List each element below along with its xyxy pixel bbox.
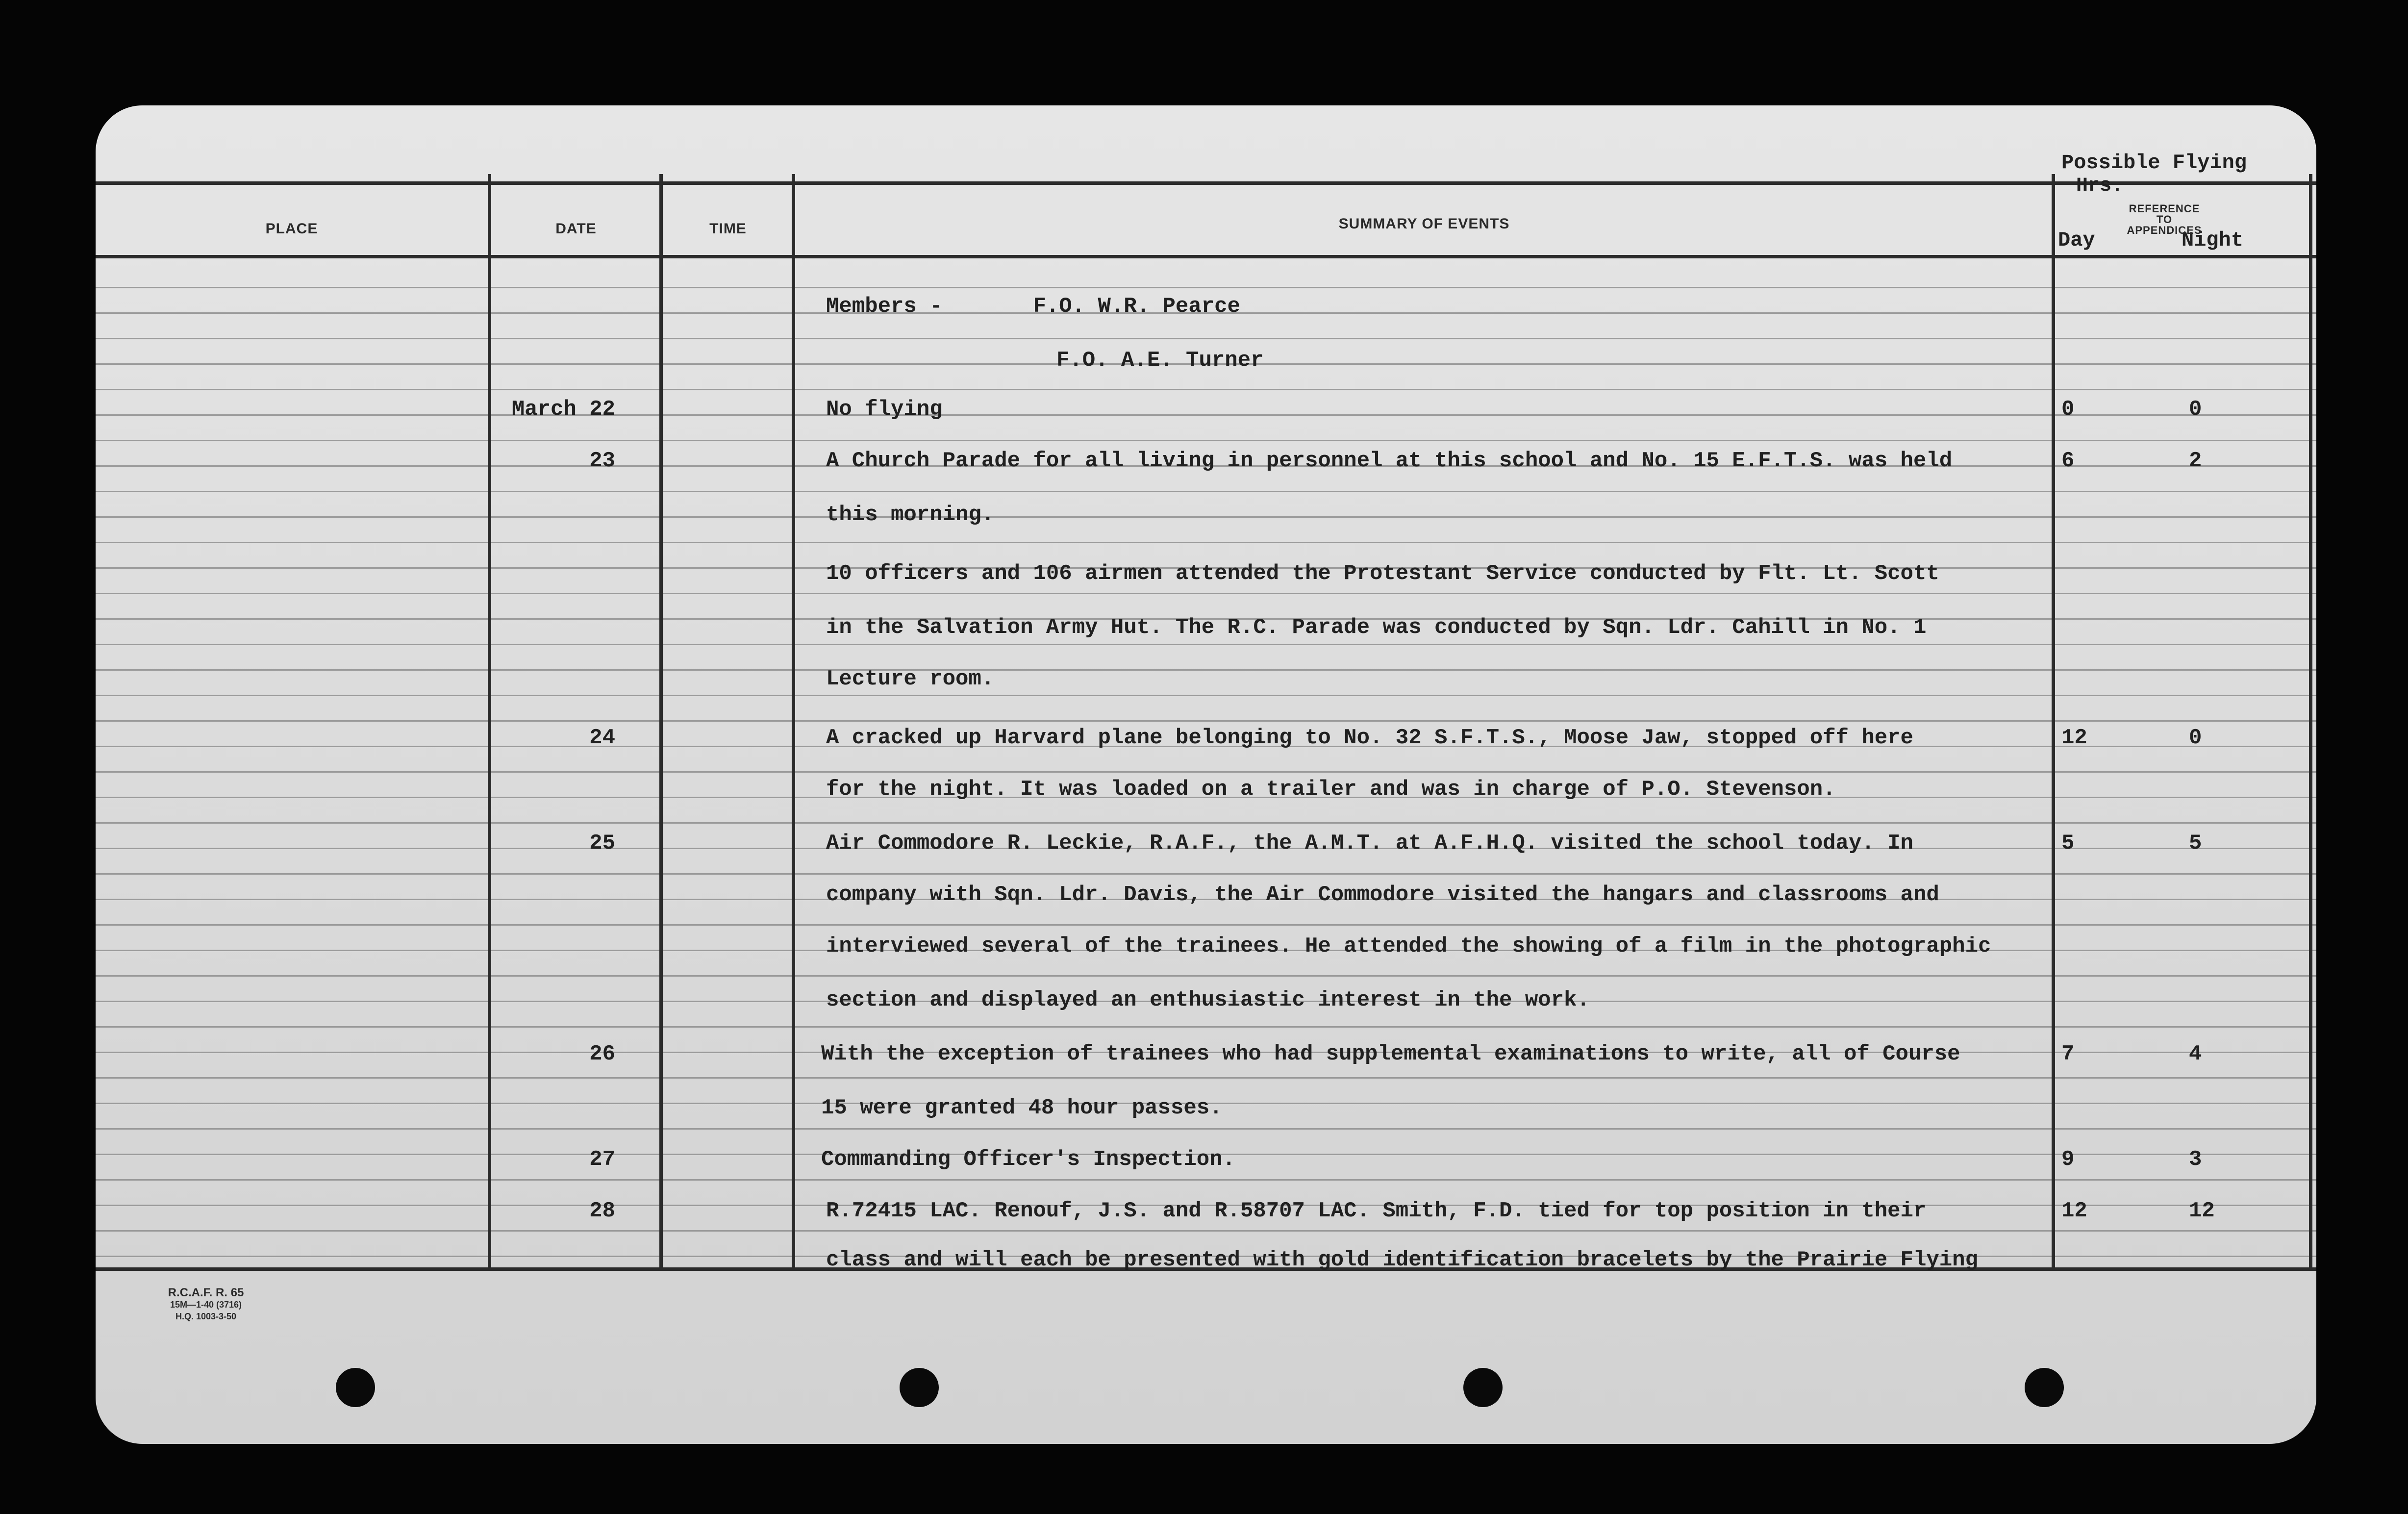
- entry-text: Air Commodore R. Leckie, R.A.F., the A.M.T. at A.F.H.Q. visited the school today. In: [826, 831, 1913, 856]
- entry-date: March 22: [511, 397, 615, 422]
- form-id-line1: R.C.A.F. R. 65: [168, 1286, 244, 1299]
- entry-text: company with Sqn. Ldr. Davis, the Air Commodore visited the hangars and classrooms and: [826, 883, 1939, 907]
- entry-date: 26: [589, 1042, 615, 1066]
- header-night: Night: [2182, 228, 2244, 252]
- header-top-line: [96, 181, 2316, 185]
- entry-text: No flying: [826, 397, 943, 422]
- right-border: [2309, 174, 2312, 1270]
- entry-text: A cracked up Harvard plane belonging to No. 32 S.F.T.S., Moose Jaw, stopped off here: [826, 726, 1913, 750]
- ruled-line: [96, 593, 2316, 594]
- entry-night-hours: 0: [2189, 397, 2202, 422]
- entry-text: in the Salvation Army Hut. The R.C. Parade was conducted by Sqn. Ldr. Cahill in No. 1: [826, 615, 1927, 640]
- entry-date: 23: [589, 449, 615, 473]
- entry-text: F.O. A.E. Turner: [1056, 348, 1264, 373]
- ruled-line: [96, 720, 2316, 722]
- ruled-line: [96, 542, 2316, 543]
- ruled-line: [96, 1179, 2316, 1181]
- ruled-line: [96, 338, 2316, 339]
- entry-night-hours: 3: [2189, 1147, 2202, 1172]
- entry-day-hours: 9: [2061, 1147, 2075, 1172]
- header-place: PLACE: [265, 221, 318, 237]
- entry-text: class and will each be presented with gold identification bracelets by the Prairie Flying: [826, 1248, 1978, 1272]
- header-date: DATE: [555, 221, 597, 237]
- entry-day-hours: 7: [2061, 1042, 2075, 1066]
- entry-text: 15 were granted 48 hour passes.: [821, 1096, 1223, 1120]
- header-appendices: APPENDICES: [2127, 224, 2202, 236]
- ruled-line: [96, 516, 2316, 518]
- ruled-line: [96, 1230, 2316, 1232]
- ruled-line: [96, 924, 2316, 926]
- form-id-line2: 15M—1-40 (3716): [170, 1300, 242, 1310]
- entry-day-hours: 6: [2061, 449, 2075, 473]
- header-day: Day: [2058, 228, 2095, 252]
- entry-text: Commanding Officer's Inspection.: [821, 1147, 1235, 1172]
- punch-hole: [1463, 1368, 1503, 1407]
- header-time: TIME: [709, 221, 747, 237]
- entry-text: interviewed several of the trainees. He attended the showing of a film in the photographic: [826, 934, 1991, 959]
- entry-text: R.72415 LAC. Renouf, J.S. and R.58707 LAC. Smith, F.D. tied for top position in their: [826, 1199, 1927, 1223]
- entry-day-hours: 12: [2061, 726, 2087, 750]
- ruled-line: [96, 873, 2316, 875]
- ruled-line: [96, 771, 2316, 773]
- entry-night-hours: 12: [2189, 1199, 2215, 1223]
- header-reference: REFERENCE: [2129, 202, 2200, 215]
- entry-night-hours: 4: [2189, 1042, 2202, 1066]
- ruled-line: [96, 1128, 2316, 1130]
- entry-text: this morning.: [826, 503, 995, 527]
- header-hrs: Hrs.: [2076, 175, 2124, 197]
- entry-text: section and displayed an enthusiastic interest in the work.: [826, 988, 1590, 1012]
- entry-date: 24: [589, 726, 615, 750]
- ruled-line: [96, 440, 2316, 441]
- entry-text: Lecture room.: [826, 667, 995, 691]
- punch-hole: [2025, 1368, 2064, 1407]
- document-card: [96, 105, 2316, 1444]
- header-to: TO: [2156, 213, 2173, 226]
- ruled-line: [96, 644, 2316, 645]
- entry-day-hours: 12: [2061, 1199, 2087, 1223]
- form-id-line3: H.Q. 1003-3-50: [175, 1312, 237, 1321]
- entry-date: 27: [589, 1147, 615, 1172]
- entry-night-hours: 5: [2189, 831, 2202, 856]
- ruled-line: [96, 389, 2316, 390]
- column-divider-date: [659, 174, 663, 1270]
- ruled-line: [96, 287, 2316, 288]
- column-divider-place: [488, 174, 491, 1270]
- ruled-line: [96, 695, 2316, 696]
- ruled-line: [96, 1026, 2316, 1028]
- ruled-line: [96, 975, 2316, 977]
- header-summary: SUMMARY OF EVENTS: [1338, 216, 1510, 232]
- column-divider-summary: [2052, 174, 2055, 1270]
- ruled-line: [96, 414, 2316, 416]
- entry-day-hours: 0: [2061, 397, 2075, 422]
- column-divider-time: [792, 174, 795, 1270]
- entry-night-hours: 2: [2189, 449, 2202, 473]
- entry-text: With the exception of trainees who had supplemental examinations to write, all of Course: [821, 1042, 1960, 1066]
- entry-night-hours: 0: [2189, 726, 2202, 750]
- ruled-line: [96, 1077, 2316, 1079]
- entry-text: 10 officers and 106 airmen attended the Protestant Service conducted by Flt. Lt. Scott: [826, 561, 1939, 586]
- entry-day-hours: 5: [2061, 831, 2075, 856]
- entry-text: A Church Parade for all living in personnel at this school and No. 15 E.F.T.S. was held: [826, 449, 1953, 473]
- form-identifier: [142, 1287, 270, 1322]
- entry-text: for the night. It was loaded on a trailer and was in charge of P.O. Stevenson.: [826, 777, 1836, 802]
- punch-hole: [336, 1368, 375, 1407]
- header-possible-flying: Possible Flying: [2061, 151, 2247, 175]
- punch-hole: [900, 1368, 939, 1407]
- header-bottom-line: [96, 255, 2316, 258]
- entry-text: Members - F.O. W.R. Pearce: [826, 294, 1240, 319]
- entry-date: 25: [589, 831, 615, 856]
- ruled-line: [96, 491, 2316, 492]
- ruled-line: [96, 822, 2316, 824]
- ruled-line: [96, 669, 2316, 671]
- entry-date: 28: [589, 1199, 615, 1223]
